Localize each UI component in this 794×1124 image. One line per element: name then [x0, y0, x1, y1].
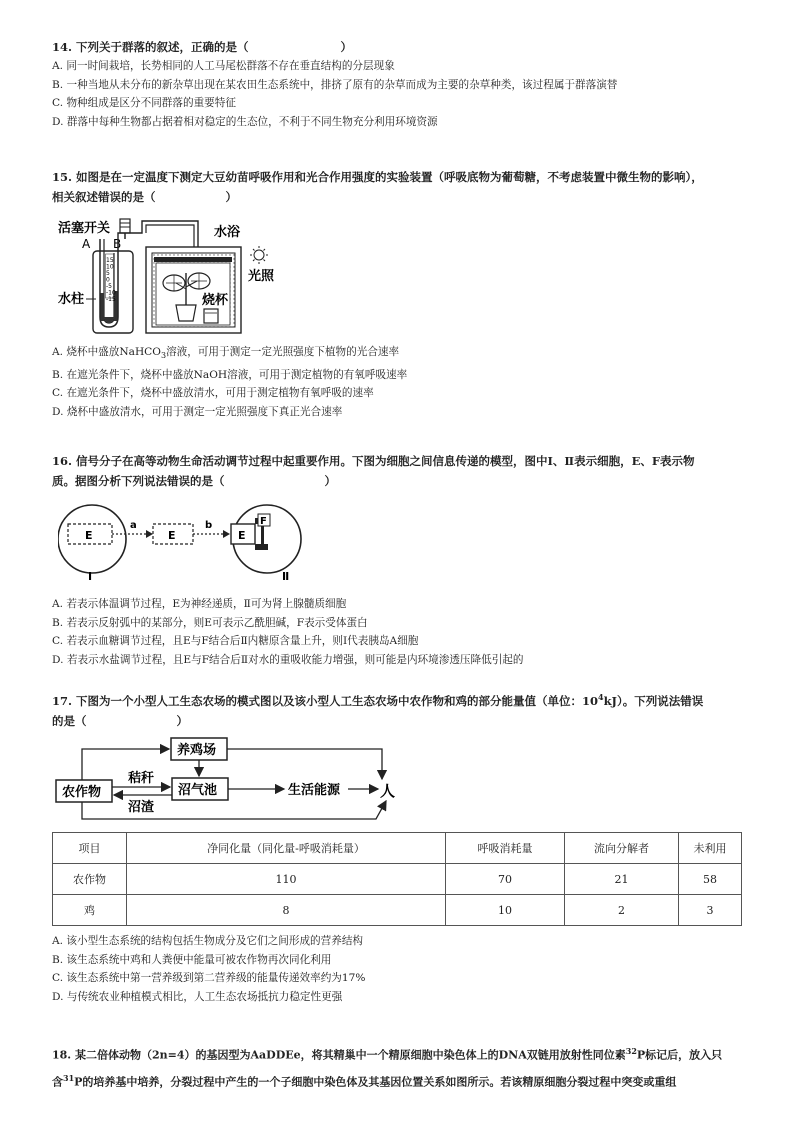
scale-tick: 5: [106, 270, 110, 277]
e-label-bound: E: [238, 529, 246, 542]
stem-text-rest: kJ）。下列说法错误: [603, 693, 704, 708]
scale-tick: 10: [106, 263, 114, 271]
cell-two-label: Ⅱ: [282, 570, 290, 583]
stem-close: ）: [324, 474, 336, 488]
question-stem-line2: [52, 711, 752, 731]
biogas-label: 沼气池: [178, 783, 218, 798]
residue-label: 沼渣: [128, 800, 155, 815]
option-c: C. 若表示血糖调节过程，且E与F结合后Ⅱ内糖原含量上升，则Ⅰ代表胰岛A细胞: [52, 635, 419, 648]
question-stem: 16. 信号分子在高等动物生命活动调节过程中起重要作用。下图为细胞之间信息传递的模型，图中Ⅰ、Ⅱ表示细胞，E、F表示物: [52, 454, 695, 468]
table-header-row: [53, 833, 742, 864]
table-row: [53, 895, 742, 926]
water-column-label: 水柱: [58, 292, 85, 307]
energy-table: [52, 832, 742, 926]
arrow-a: [146, 530, 153, 538]
eco-farm-diagram: [52, 735, 402, 823]
option-d: D. 与传统农业种植模式相比，人工生态农场抵抗力稳定性更强: [52, 990, 343, 1003]
valve-icon: [120, 219, 130, 239]
arrow-crops-to-chicken: [82, 749, 169, 780]
option-c: C. 物种组成是区分不同群落的重要特征: [52, 97, 236, 110]
human-label: 人: [380, 782, 396, 800]
question-14: [52, 37, 752, 131]
question-16: [52, 451, 752, 491]
scale-tick: 0: [106, 276, 110, 284]
table-row: [53, 864, 742, 895]
light-label: 光照: [248, 269, 275, 284]
arrow-a-label: a: [130, 520, 137, 531]
stem-text: 14. 下列关于群落的叙述，正确的是（: [52, 40, 249, 54]
table-cell: 2: [565, 895, 679, 926]
f-label: F: [260, 516, 267, 527]
stem-text: 17. 下图为一个小型人工生态农场的模式图以及该小型人工生态农场中农作物和鸡的部分能量值（单位：10: [52, 693, 599, 708]
option-b: B. 该生态系统中鸡和人粪便中能量可被农作物再次同化利用: [52, 953, 332, 966]
question-18: [52, 1040, 764, 1093]
arrow-b-label: b: [205, 520, 213, 531]
straw-label: 秸秆: [128, 771, 155, 786]
scale-tick: 15: [106, 257, 114, 264]
table-header-cell: 呼吸消耗量: [446, 833, 565, 864]
option-a-subscript: 3: [160, 351, 167, 361]
stem-text: 质。据图分析下列说法错误的是（: [52, 474, 225, 488]
table-cell: 农作物: [53, 864, 127, 895]
question-stem: [52, 1040, 764, 1067]
question-16-options: [52, 595, 752, 669]
table-cell: 3: [679, 895, 742, 926]
label-b: B: [113, 237, 122, 251]
crops-label: 农作物: [62, 785, 102, 800]
question-15-options: [52, 343, 752, 421]
question-stem-line2: [52, 471, 752, 491]
cell-signaling-figure: [58, 494, 308, 586]
table-header-cell: 流向分解者: [565, 833, 679, 864]
stem-superscript: 4: [598, 692, 604, 702]
question-17: [52, 687, 752, 731]
question-stem: [52, 687, 752, 711]
option-a: A. 若表示体温调节过程，E为神经递质，Ⅱ可为肾上腺髓质细胞: [52, 598, 347, 610]
option-a-text-rest: 溶液，可用于测定一定光照强度下植物的光合速率: [166, 346, 400, 358]
stem-superscript: 32: [625, 1046, 637, 1056]
stem-close: ）: [340, 40, 353, 54]
table-cell: 70: [446, 864, 565, 895]
option-b: B. 若表示反射弧中的某部分，则E可表示乙酰胆碱，F表示受体蛋白: [52, 616, 368, 629]
beaker-label: 烧杯: [202, 293, 229, 308]
stem-close: ）: [225, 190, 237, 204]
question-stem: [52, 37, 752, 57]
stem-superscript: 31: [63, 1072, 75, 1083]
chicken-farm-label: 养鸡场: [177, 743, 217, 758]
light-sun-icon: [250, 246, 268, 264]
table-cell: 21: [565, 864, 679, 895]
table-cell: 58: [679, 864, 742, 895]
option-c: C. 在遮光条件下，烧杯中盛放清水，可用于测定植物有氧呼吸的速率: [52, 387, 374, 400]
option-c: C. 该生态系统中第一营养级到第二营养级的能量传递效率约为17%: [52, 972, 366, 985]
table-cell: 10: [446, 895, 565, 926]
label-a: A: [82, 237, 91, 251]
option-a-text: A. 烧杯中盛放NaHCO: [52, 346, 161, 358]
stem-text: 相关叙述错误的是（: [52, 190, 156, 204]
question-stem: 15. 如图是在一定温度下测定大豆幼苗呼吸作用和光合作用强度的实验装置（呼吸底物为葡萄糖，不考虑装置中微生物的影响），: [52, 170, 703, 184]
e-label: E: [85, 529, 93, 542]
stem-text: 的是（: [52, 713, 87, 728]
table-cell: 8: [127, 895, 446, 926]
question-15: [52, 167, 752, 207]
question-stem-line2: [52, 1067, 764, 1094]
scale-tick: -5: [106, 283, 112, 290]
table-header-cell: 净同化量（同化量-呼吸消耗量）: [127, 833, 446, 864]
arrow-chicken-to-human: [227, 749, 382, 779]
stem-text: 18. 某二倍体动物（2n=4）的基因型为AaDDEe，将其精巢中一个精原细胞中染色体上的DNA双链用放射性同位素: [52, 1048, 626, 1062]
option-d: D. 烧杯中盛放清水，可用于测定一定光照强度下真正光合速率: [52, 405, 343, 418]
cell-one-label: Ⅰ: [88, 570, 93, 583]
e-label-transit: E: [168, 529, 176, 542]
scale-tick: -10: [106, 289, 116, 297]
stem-text-rest: P的培养基中培养，分裂过程中产生的一个子细胞中染色体及其基因位置关系如图所示。若该精原细胞分裂过程中突变或重组: [74, 1075, 677, 1089]
valve-label: 活塞开关: [58, 221, 111, 236]
water-bath-label: 水浴: [214, 225, 241, 240]
option-a: A. 该小型生态系统的结构包括生物成分及它们之间形成的营养结构: [52, 935, 364, 947]
question-17-options: [52, 932, 752, 1006]
table-cell: 鸡: [53, 895, 127, 926]
table-header-cell: 项目: [53, 833, 127, 864]
option-b: B. 一种当地从未分布的新杂草出现在某农田生态系统中，排挤了原有的杂草而成为主要的杂草种类，该过程属于群落演替: [52, 78, 618, 91]
option-a: [52, 343, 752, 366]
table-cell: 110: [127, 864, 446, 895]
option-d: D. 群落中每种生物都占据着相对稳定的生态位，不利于不同生物充分利用环境资源: [52, 115, 438, 128]
question-stem-line2: [52, 187, 752, 207]
stem-text: 含: [52, 1075, 63, 1089]
stem-text-rest: P标记后，放入只: [636, 1048, 723, 1062]
option-a: A. 同一时间栽培，长势相同的人工马尾松群落不存在垂直结构的分层现象: [52, 60, 395, 72]
table-header-cell: 未利用: [679, 833, 742, 864]
beaker-icon: [204, 309, 218, 323]
option-d: D. 若表示水盐调节过程，且E与F结合后Ⅱ对水的重吸收能力增强，则可能是内环境渗透压降低引起的: [52, 653, 524, 666]
scale-tick: -15: [106, 296, 116, 303]
stem-close: ）: [176, 713, 188, 728]
arrow-b: [223, 530, 230, 538]
option-b: B. 在遮光条件下，烧杯中盛放NaOH溶液，可用于测定植物的有氧呼吸速率: [52, 368, 408, 381]
energy-label: 生活能源: [288, 783, 341, 798]
respiration-apparatus-figure: [56, 213, 286, 335]
